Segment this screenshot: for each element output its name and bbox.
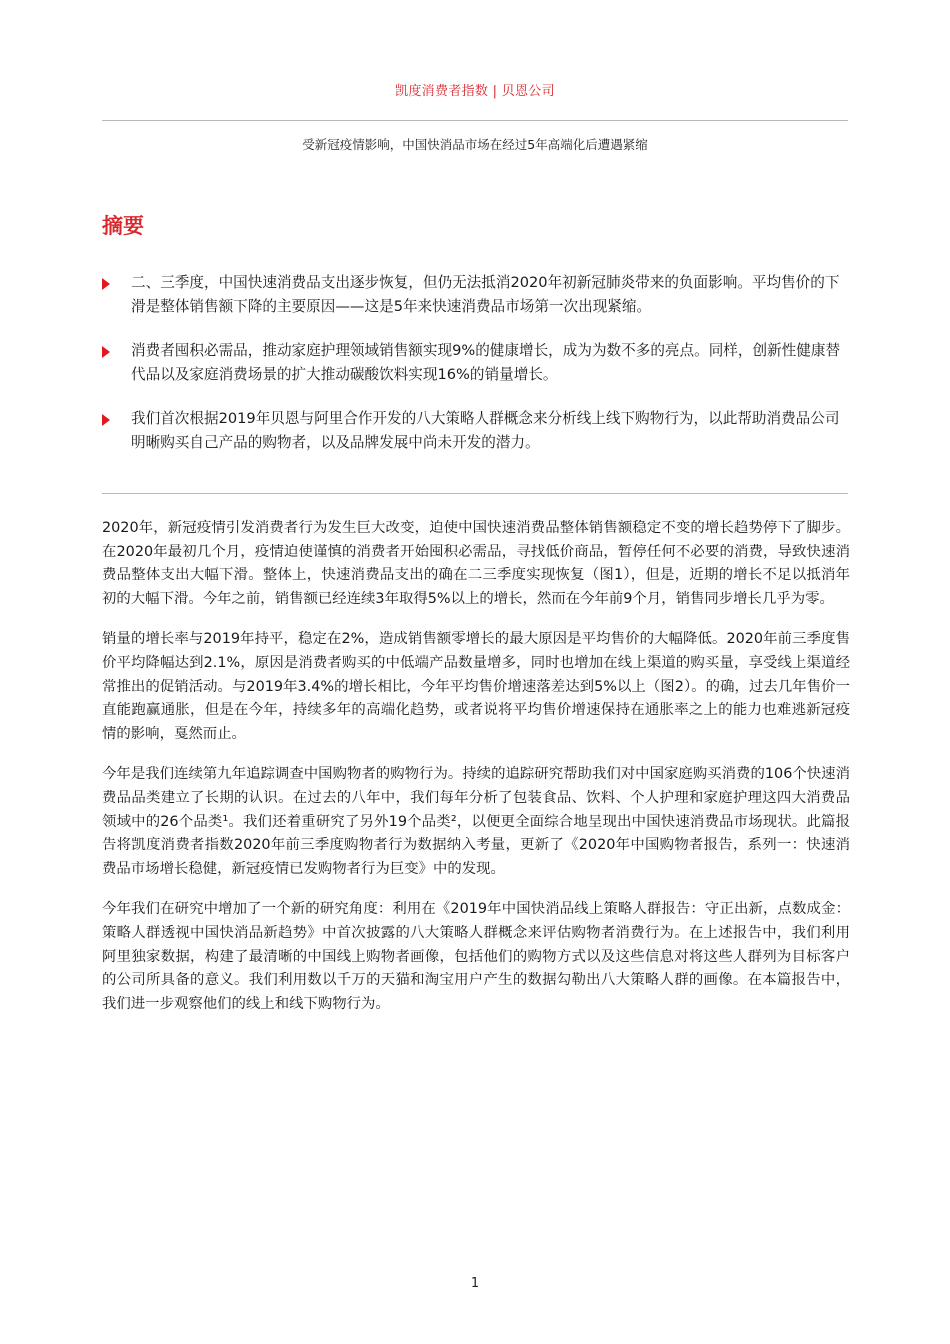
summary-item-text: 我们首次根据2019年贝恩与阿里合作开发的八大策略人群概念来分析线上线下购物行为，以此帮助消费品公司明晰购买自己产品的购物者，以及品牌发展中尚未开发的潜力。 — [131, 410, 840, 451]
body-text — [102, 517, 850, 1033]
summary-item-text: 消费者囤积必需品，推动家庭护理领域销售额实现9%的健康增长，成为为数不多的亮点。同样，创新性健康替代品以及家庭消费场景的扩大推动碳酸饮料实现16%的销量增长。 — [131, 342, 841, 383]
summary-item — [102, 339, 852, 387]
body-paragraph: 今年是我们连续第九年追踪调查中国购物者的购物行为。持续的追踪研究帮助我们对中国家庭购买消费的106个快速消费品品类建立了长期的认识。在过去的八年中，我们每年分析了包装食品、饮料、个人护理和家庭护理这四大消费品领域中的26个品类¹。我们还着重研究了另外19个品类²，以便更全面综合地呈现出中国快速消费品市场现状。此篇报告将凯度消费者指数2020年前三季度购物者行为数据纳入考量，更新了《2020年中国购物者报告，系列一：快速消费品市场增长稳健，新冠疫情已发购物者行为巨变》中的发现。 — [102, 766, 850, 877]
header-divider — [102, 120, 848, 121]
summary-list — [102, 271, 852, 475]
summary-item-text: 二、三季度，中国快速消费品支出逐步恢复，但仍无法抵消2020年初新冠肺炎带来的负面影响。平均售价的下滑是整体销售额下降的主要原因——这是5年来快速消费品市场第一次出现紧缩。 — [131, 274, 840, 315]
report-subtitle: 受新冠疫情影响，中国快消品市场在经过5年高端化后遭遇紧缩 — [302, 137, 648, 152]
triangle-bullet-icon — [102, 346, 110, 358]
body-paragraph: 今年我们在研究中增加了一个新的研究角度：利用在《2019年中国快消品线上策略人群报告：守正出新，点数成金：策略人群透视中国快消品新趋势》中首次披露的八大策略人群概念来评估购物者消费行为。在上述报告中，我们利用阿里独家数据，构建了最清晰的中国线上购物者画像，包括他们的购物方式以及这些信息对将这些人群列为目标客户的公司所具备的意义。我们利用数以千万的天猫和淘宝用户产生的数据勾勒出八大策略人群的画像。在本篇报告中，我们进一步观察他们的线上和线下购物行为。 — [102, 901, 850, 1012]
page-number: 1 — [470, 1276, 480, 1291]
summary-item — [102, 407, 852, 455]
summary-item — [102, 271, 852, 319]
body-paragraph: 2020年，新冠疫情引发消费者行为发生巨大改变，迫使中国快速消费品整体销售额稳定不变的增长趋势停下了脚步。在2020年最初几个月，疫情迫使谨慎的消费者开始囤积必需品，寻找低价商品，暂停任何不必要的消费，导致快速消费品整体支出大幅下滑。整体上，快速消费品支出的确在二三季度实现恢复（图1），但是，近期的增长不足以抵消年初的大幅下滑。今年之前，销售额已经连续3年取得5%以上的增长，然而在今年前9个月，销售同步增长几乎为零。 — [102, 520, 850, 607]
section-divider — [102, 493, 848, 494]
header-title: 凯度消费者指数 | 贝恩公司 — [395, 84, 555, 99]
triangle-bullet-icon — [102, 278, 110, 290]
summary-heading: 摘要 — [102, 214, 144, 238]
triangle-bullet-icon — [102, 414, 110, 426]
body-paragraph: 销量的增长率与2019年持平，稳定在2%，造成销售额零增长的最大原因是平均售价的大幅降低。2020年前三季度售价平均降幅达到2.1%，原因是消费者购买的中低端产品数量增多，同时也增加在线上渠道的购买量，享受线上渠道经常推出的促销活动。与2019年3.4%的增长相比，今年平均售价增速落差达到5%以上（图2）。的确，过去几年售价一直能跑赢通胀，但是在今年，持续多年的高端化趋势，或者说将平均售价增速保持在通胀率之上的能力也难逃新冠疫情的影响，戛然而止。 — [102, 631, 850, 742]
